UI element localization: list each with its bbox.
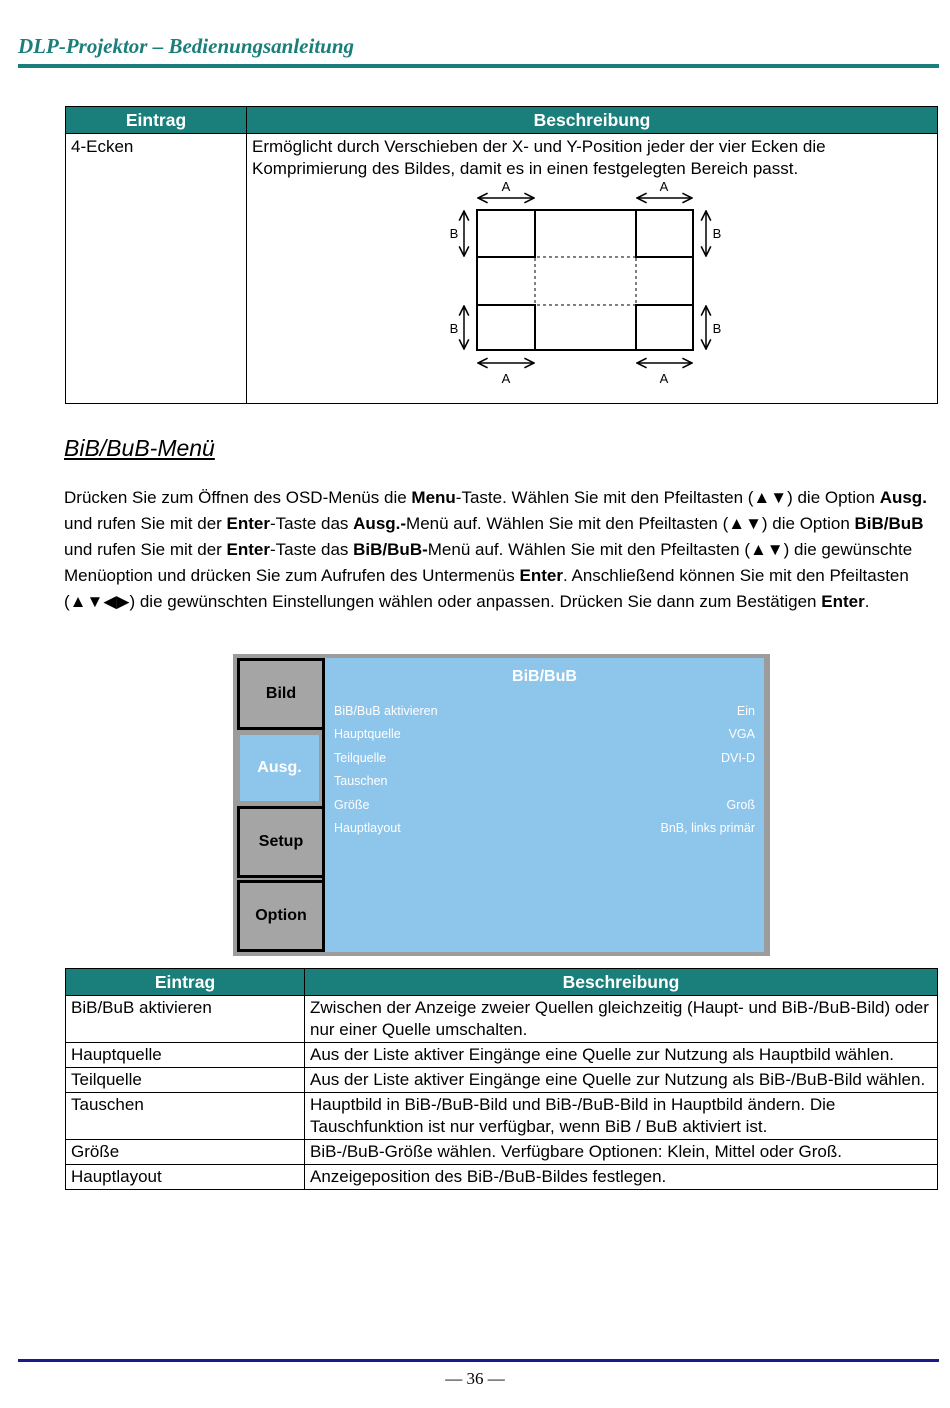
entry-cell: Tauschen xyxy=(66,1093,305,1140)
table-row xyxy=(66,996,938,1043)
intro-keyword: Enter xyxy=(519,566,563,585)
intro-keyword: Enter xyxy=(226,514,270,533)
description-cell: BiB-/BuB-Größe wählen. Verfügbare Optionen: Klein, Mittel oder Groß. xyxy=(305,1140,938,1165)
label-a: A xyxy=(501,180,511,194)
label-a: A xyxy=(501,371,511,386)
column-header-description: Beschreibung xyxy=(305,969,938,996)
table-row xyxy=(66,1093,938,1140)
intro-text: und rufen Sie mit der xyxy=(64,514,227,533)
description-cell: Hauptbild in BiB-/BuB-Bild und BiB-/BuB-Bild in Hauptbild ändern. Die Tauschfunktion ist nur verfügbar, wenn BiB / BuB aktiviert ist. xyxy=(305,1093,938,1140)
entry-cell: Teilquelle xyxy=(66,1068,305,1093)
description-cell xyxy=(247,134,938,404)
header-rule xyxy=(18,64,939,68)
intro-text: Menü auf. Wählen Sie mit den Pfeiltasten (▲▼) die Option xyxy=(406,514,855,533)
description-text: Ermöglicht durch Verschieben der X- und Y-Position jeder der vier Ecken die Komprimierung des Bildes, damit es in einen festgelegten Bereich passt. xyxy=(252,137,826,178)
table-4-ecken xyxy=(65,106,938,404)
table-row xyxy=(66,1165,938,1190)
intro-keyword: BiB/BuB- xyxy=(353,540,428,559)
osd-row-label: Teilquelle xyxy=(334,751,387,765)
corner-top-right xyxy=(636,210,693,257)
intro-keyword: Menu xyxy=(411,488,456,507)
entry-cell: Hauptlayout xyxy=(66,1165,305,1190)
description-cell: Zwischen der Anzeige zweier Quellen gleichzeitig (Haupt- und BiB-/BuB-Bild) oder nur einer Quelle umschalten. xyxy=(305,996,938,1043)
label-b: B xyxy=(712,226,722,241)
four-corner-diagram xyxy=(252,180,932,395)
description-cell: Aus der Liste aktiver Eingänge eine Quelle zur Nutzung als Hauptbild wählen. xyxy=(305,1043,938,1068)
osd-panel-title: BiB/BuB xyxy=(512,668,577,685)
intro-text: Menü auf. Wählen Sie mit den Pfeiltasten (▲▼) die gewünschte Menüoption und drücken Sie zum Aufrufen des Untermenüs xyxy=(64,540,913,585)
intro-keyword: Ausg. xyxy=(879,488,927,507)
section-heading: BiB/BuB-Menü xyxy=(64,435,215,461)
table-row xyxy=(66,134,938,404)
intro-text: . xyxy=(864,592,870,611)
osd-row-label: Tauschen xyxy=(334,774,388,788)
intro-text: und rufen Sie mit der xyxy=(64,540,227,559)
description-cell: Aus der Liste aktiver Eingänge eine Quelle zur Nutzung als BiB-/BuB-Bild wählen. xyxy=(305,1068,938,1093)
table-row xyxy=(66,1068,938,1093)
intro-text: -Taste. Wählen Sie mit den Pfeiltasten (▲▼) die Option xyxy=(455,488,880,507)
osd-tab-setup[interactable]: Setup xyxy=(237,806,322,878)
page-number: — 36 — xyxy=(445,1369,505,1388)
intro-paragraph xyxy=(64,485,938,615)
label-a: A xyxy=(659,180,669,194)
osd-row-label: Hauptlayout xyxy=(334,821,401,835)
osd-row-value: DVI-D xyxy=(720,751,755,765)
osd-row-label: Hauptquelle xyxy=(334,727,401,741)
corner-bottom-right xyxy=(636,305,693,350)
corner-top-left xyxy=(477,210,535,257)
label-b: B xyxy=(712,321,722,336)
intro-text: . Anschließend können Sie mit den Pfeiltasten (▲▼◀▶) die gewünschten Einstellungen wählen oder anpassen. Drücken Sie dann zum Bestätigen xyxy=(64,566,909,611)
intro-text: Drücken Sie zum Öffnen des OSD-Menüs die xyxy=(64,488,412,507)
osd-row[interactable] xyxy=(334,774,755,794)
osd-row-label: Größe xyxy=(334,798,370,812)
column-header-entry: Eintrag xyxy=(66,107,247,134)
entry-cell: Hauptquelle xyxy=(66,1043,305,1068)
entry-cell: 4-Ecken xyxy=(66,134,247,404)
corner-bottom-left xyxy=(477,305,535,350)
osd-row[interactable] xyxy=(334,751,755,771)
osd-menu xyxy=(233,654,770,956)
osd-row[interactable] xyxy=(334,727,755,747)
footer-rule xyxy=(18,1359,939,1362)
osd-row-value: BnB, links primär xyxy=(660,821,755,835)
table-header-row xyxy=(66,969,938,996)
intro-keyword: Enter xyxy=(226,540,270,559)
label-b: B xyxy=(449,321,459,336)
osd-row[interactable] xyxy=(334,798,755,818)
osd-panel xyxy=(322,658,764,952)
intro-keyword: Enter xyxy=(821,592,865,611)
page-header-title: DLP-Projektor – Bedienungsanleitung xyxy=(18,34,355,58)
entry-cell: Größe xyxy=(66,1140,305,1165)
column-header-entry: Eintrag xyxy=(66,969,305,996)
osd-tab-ausg[interactable]: Ausg. xyxy=(237,732,322,804)
osd-tab-bild[interactable]: Bild xyxy=(237,658,322,730)
osd-row[interactable] xyxy=(334,704,755,724)
description-cell: Anzeigeposition des BiB-/BuB-Bildes festlegen. xyxy=(305,1165,938,1190)
osd-row-value: Ein xyxy=(736,704,755,718)
intro-keyword: Ausg.- xyxy=(353,514,407,533)
intro-keyword: BiB/BuB xyxy=(854,514,924,533)
osd-row[interactable] xyxy=(334,821,755,841)
osd-row-value: Groß xyxy=(726,798,755,812)
intro-text: -Taste das xyxy=(270,540,354,559)
table-bib-bub xyxy=(65,968,938,1190)
osd-tab-option[interactable]: Option xyxy=(237,880,322,952)
entry-cell: BiB/BuB aktivieren xyxy=(66,996,305,1043)
table-header-row xyxy=(66,107,938,134)
osd-row-label: BiB/BuB aktivieren xyxy=(334,704,438,718)
osd-row-value: VGA xyxy=(728,727,755,741)
label-b: B xyxy=(449,226,459,241)
label-a: A xyxy=(659,371,669,386)
intro-text: -Taste das xyxy=(270,514,354,533)
table-row xyxy=(66,1043,938,1068)
column-header-description: Beschreibung xyxy=(247,107,938,134)
table-row xyxy=(66,1140,938,1165)
